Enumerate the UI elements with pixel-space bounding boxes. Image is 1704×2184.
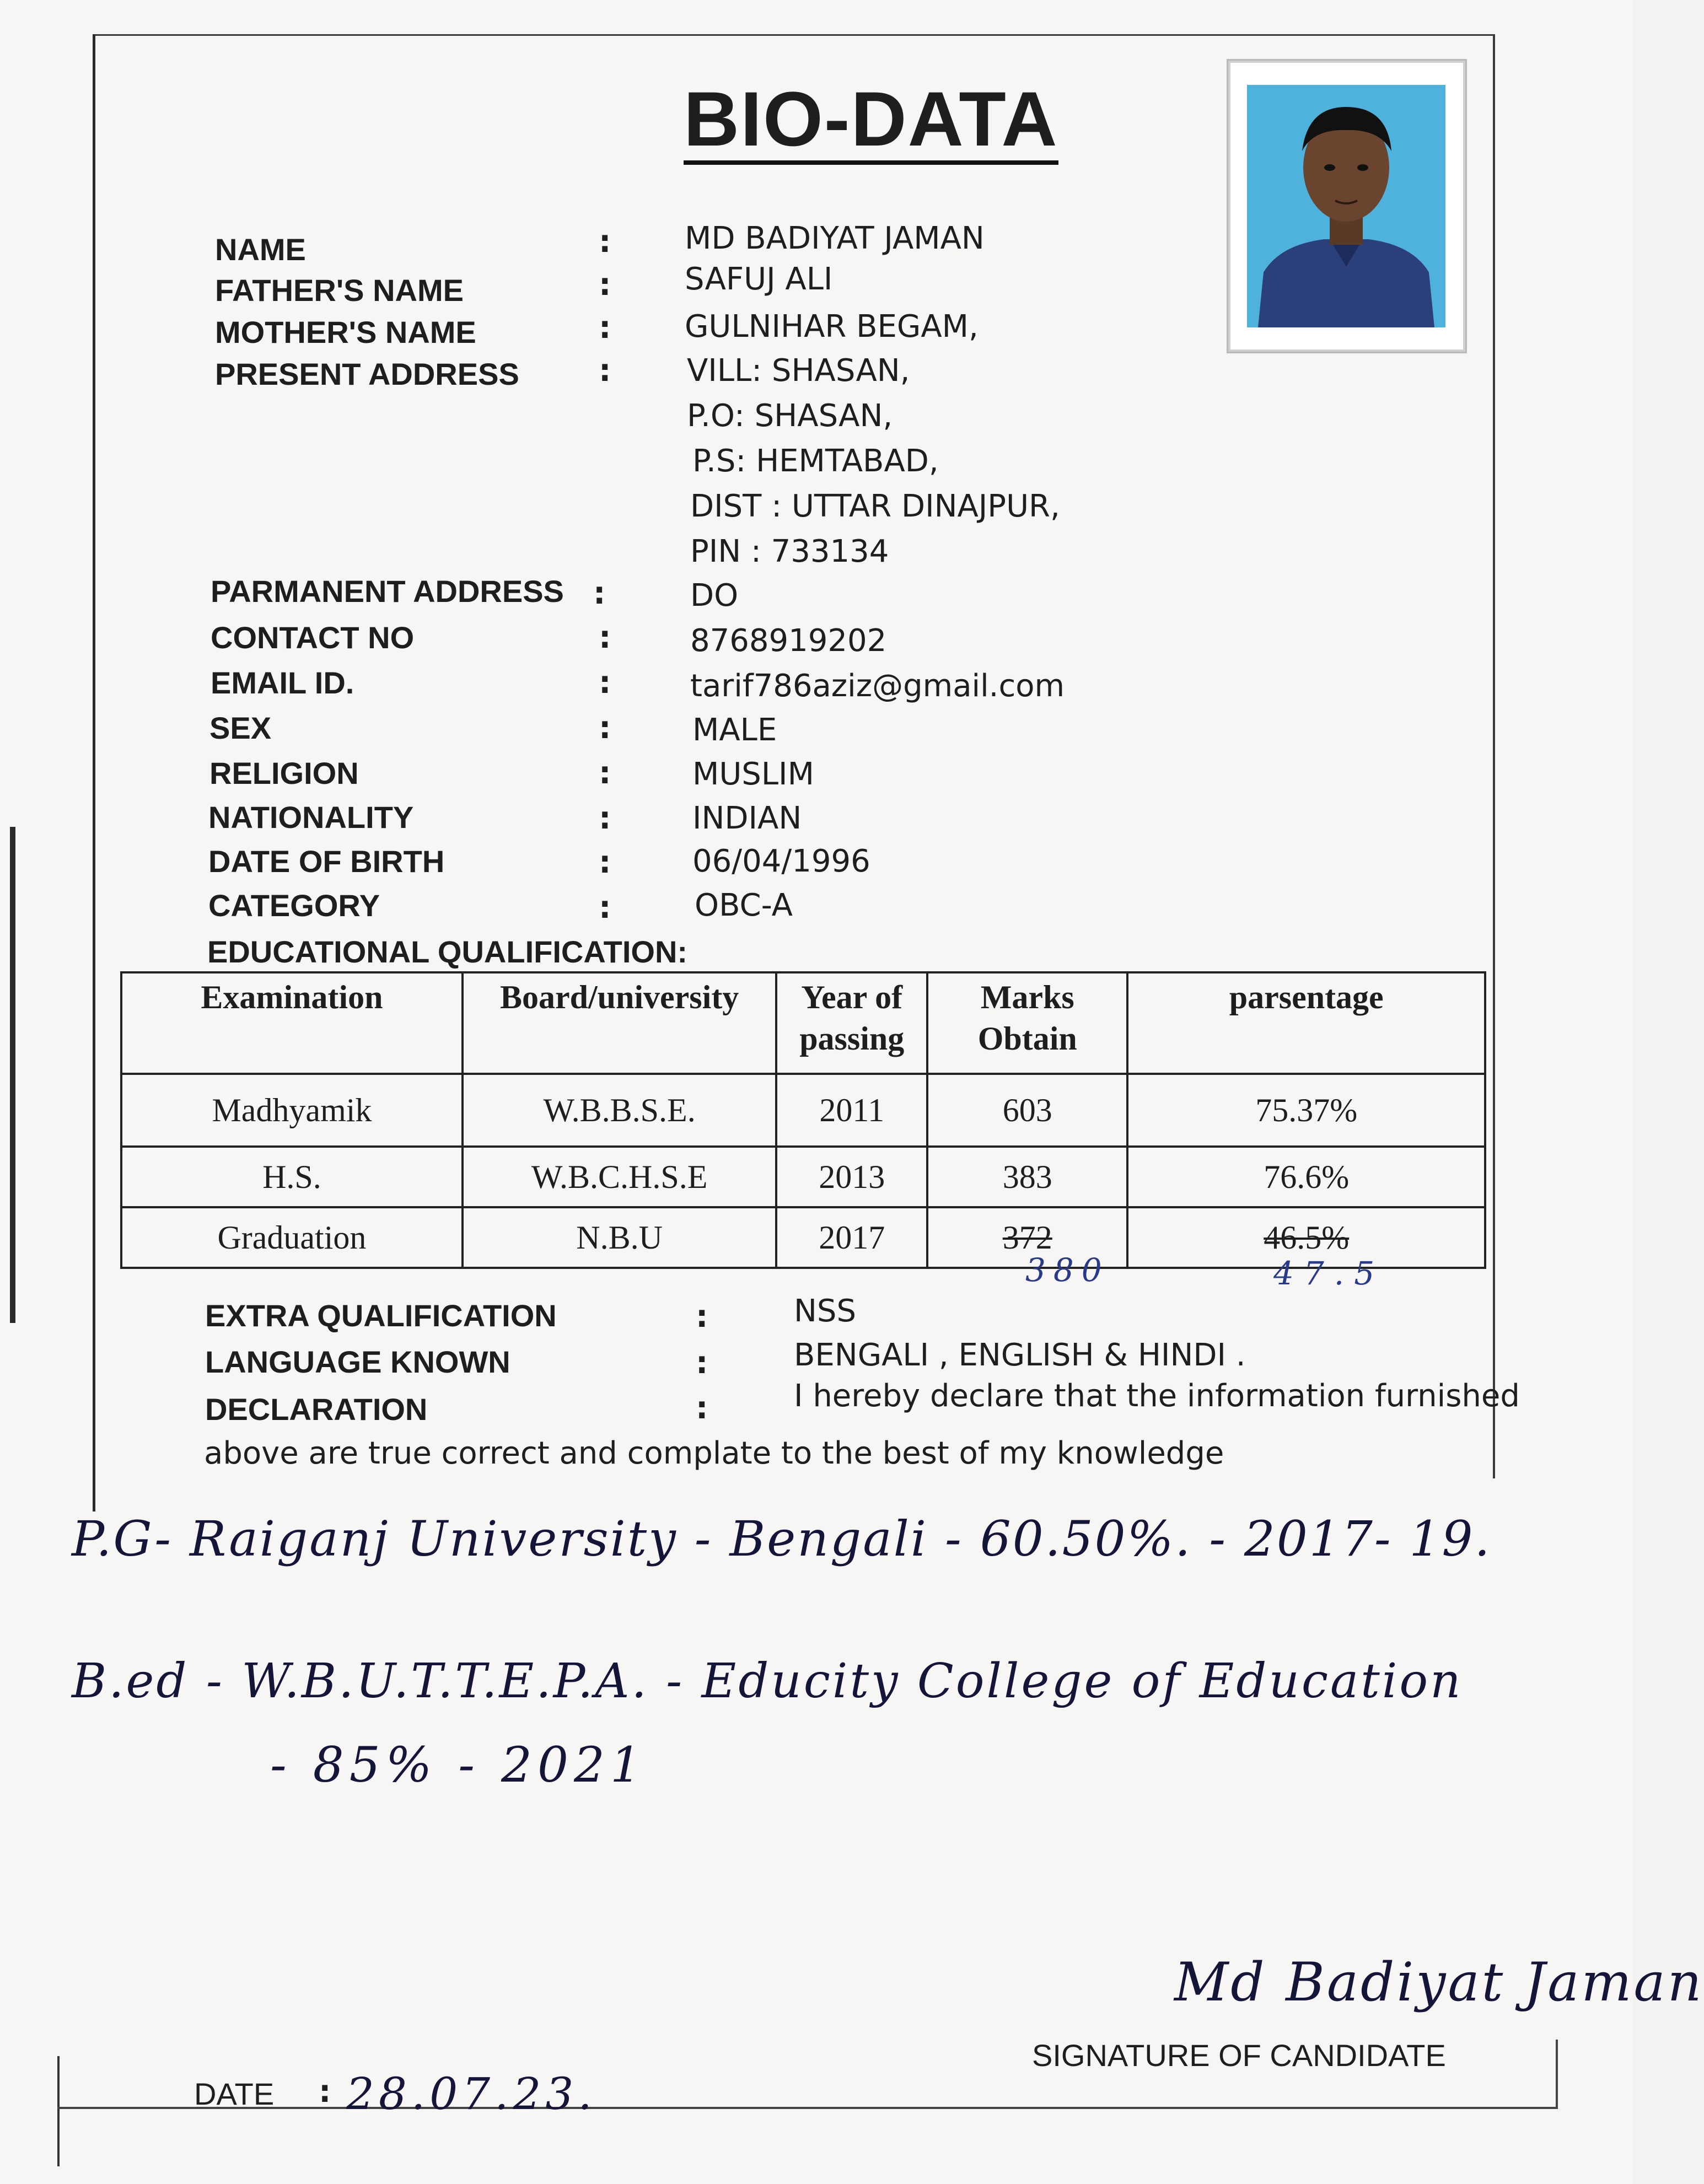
board-cell: W.B.C.H.S.E [463,1147,777,1207]
table-header-row [121,972,1485,1074]
page-edge-shadow [0,827,17,1323]
header-examination: Examination [121,972,463,1074]
language-label: LANGUAGE KNOWN [205,1344,510,1379]
frame-left-border [93,34,95,1511]
declaration-label: DECLARATION [205,1392,428,1427]
declaration-line-2: above are true correct and complate to the best of my knowledge [204,1435,1224,1471]
father-value: SAFUJ ALI [685,261,833,297]
handwritten-signature: Md Badiyat Jaman [1174,1951,1704,2013]
email-value: tarif786aziz@gmail.com [690,668,1065,704]
address-line: PIN : 733134 [690,534,889,569]
header-percentage: parsentage [1127,972,1485,1074]
religion-colon: : [599,755,611,791]
signature-caption: SIGNATURE OF CANDIDATE [1032,2038,1446,2073]
table-row [121,1074,1485,1147]
dob-value: 06/04/1996 [692,843,870,879]
sex-label: SEX [209,711,272,745]
contact-value: 8768919202 [690,623,887,659]
present-address-label: PRESENT ADDRESS [215,357,519,391]
name-value: MD BADIYAT JAMAN [685,220,985,256]
board-cell: W.B.B.S.E. [463,1074,777,1147]
percent-cell: 75.37% [1127,1074,1485,1147]
frame-right-border-bottom [1556,2040,1558,2109]
mother-value: GULNIHAR BEGAM, [685,309,979,345]
address-line: P.O: SHASAN, [687,398,893,434]
extra-colon: : [696,1299,708,1335]
sex-value: MALE [692,712,777,748]
exam-cell: H.S. [121,1147,463,1207]
education-heading: EDUCATIONAL QUALIFICATION: [207,934,688,969]
handwritten-pg-note: P.G- Raiganj University - Bengali - 60.50%. - 2017- 19. [72,1510,1492,1567]
handwritten-marks-correction: 380 [1025,1251,1110,1289]
percent-cell-struck: 46.5% [1127,1207,1485,1268]
header-year: Year of passing [776,972,927,1074]
marks-cell: 603 [927,1074,1127,1147]
category-colon: : [599,890,611,926]
mother-label: MOTHER'S NAME [215,315,476,349]
nationality-value: INDIAN [692,800,802,836]
declaration-line-1: I hereby declare that the information furnished [794,1378,1520,1414]
date-label: DATE [194,2077,275,2111]
father-colon: : [599,267,611,303]
nationality-label: NATIONALITY [208,800,414,835]
address-line: P.S: HEMTABAD, [692,443,939,479]
frame-right-border [1493,34,1495,1478]
year-cell: 2013 [776,1147,927,1207]
percent-cell: 76.6% [1127,1147,1485,1207]
board-cell: N.B.U [463,1207,777,1268]
father-label: FATHER'S NAME [215,273,464,308]
handwritten-bed-note: B.ed - W.B.U.T.T.E.P.A. - Educity College of Education [72,1654,1463,1709]
language-value: BENGALI , ENGLISH & HINDI . [794,1337,1246,1373]
marks-cell: 383 [927,1147,1127,1207]
religion-value: MUSLIM [692,756,814,792]
year-cell: 2011 [776,1074,927,1147]
name-colon: : [599,224,611,260]
passport-photo [1228,61,1465,352]
date-colon: : [319,2074,331,2110]
handwritten-date: 28.07.23. [346,2068,596,2120]
permanent-address-value: DO [690,578,739,614]
email-colon: : [599,665,611,701]
contact-colon: : [599,620,611,655]
table-row [121,1147,1485,1207]
header-board: Board/university [463,972,777,1074]
category-value: OBC-A [695,887,793,923]
exam-cell: Madhyamik [121,1074,463,1147]
extra-qualification-label: EXTRA QUALIFICATION [205,1298,557,1333]
address-line: DIST : UTTAR DINAJPUR, [690,488,1060,524]
exam-cell: Graduation [121,1207,463,1268]
marks-cell-struck: 372 [927,1207,1127,1268]
nationality-colon: : [599,800,611,836]
dob-colon: : [599,844,611,880]
handwritten-bed-note-cont: - 85% - 2021 [270,1736,647,1793]
present-address-colon: : [599,353,611,389]
extra-qualification-value: NSS [794,1293,856,1329]
dob-label: DATE OF BIRTH [208,844,445,879]
person-photo-icon [1247,85,1445,327]
education-table [120,971,1486,1269]
permanent-address-colon: : [593,575,606,611]
address-line: VILL: SHASAN, [687,353,910,389]
name-label: NAME [215,232,306,267]
page-title: BIO-DATA [684,77,1058,165]
frame-left-border-bottom [57,2056,60,2166]
contact-label: CONTACT NO [211,620,415,655]
permanent-address-label: PARMANENT ADDRESS [211,574,564,609]
category-label: CATEGORY [208,888,380,923]
language-colon: : [696,1345,708,1381]
religion-label: RELIGION [209,756,359,790]
frame-top-border [94,34,1494,36]
declaration-colon: : [696,1390,708,1426]
frame-bottom-border [57,2107,1557,2109]
email-label: EMAIL ID. [211,665,354,700]
sex-colon: : [599,710,611,746]
header-marks: Marks Obtain [927,972,1127,1074]
year-cell: 2017 [776,1207,927,1268]
mother-colon: : [599,310,611,346]
handwritten-percent-correction: 47.5 [1273,1255,1385,1292]
